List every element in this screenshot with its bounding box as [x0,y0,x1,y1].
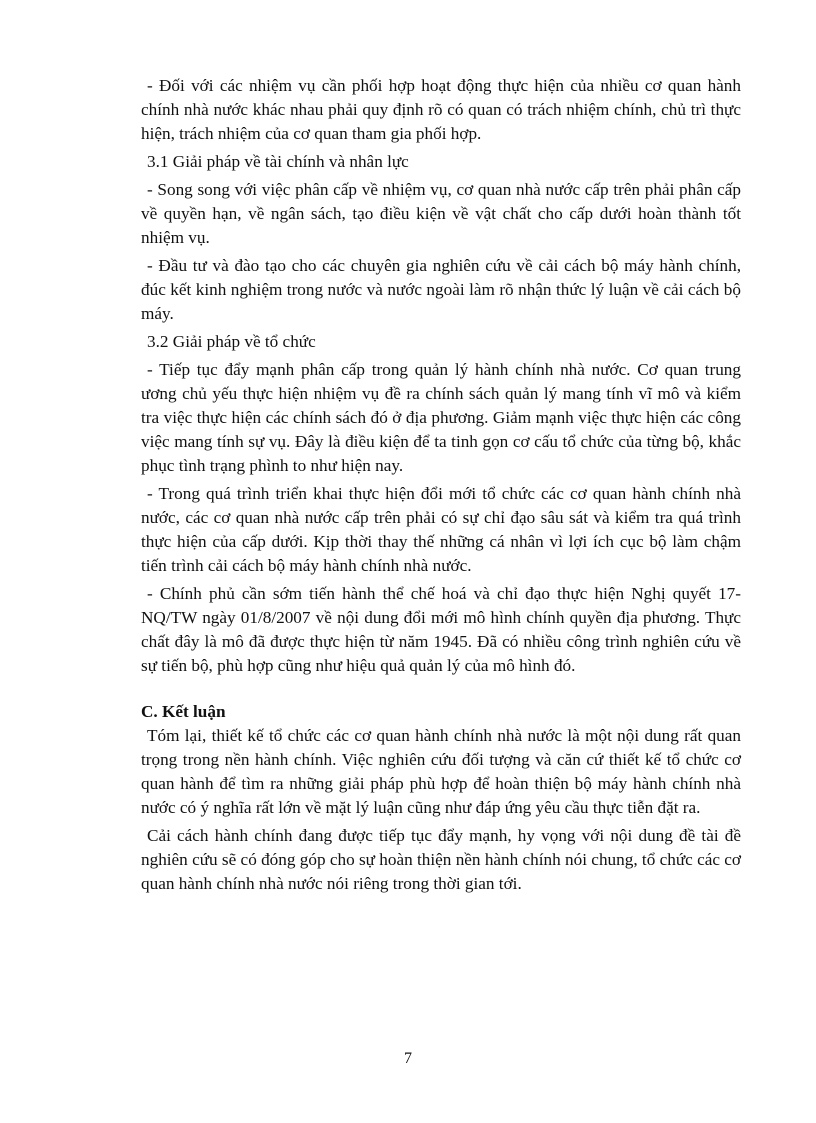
conclusion-paragraph-1: Tóm lại, thiết kế tổ chức các cơ quan hành chính nhà nước là một nội dung rất quan trọng trong nền hành chính. Việc nghiên cứu đối tượng và căn cứ thiết kế tổ chức cơ quan hành để tìm ra những giải pháp phù hợp để hoàn thiện bộ máy hành chính nhà nước có ý nghĩa rất lớn về mặt lý luận cũng như đáp ứng yêu cầu thực tiễn đặt ra. [141,726,741,817]
paragraph-decentralization: - Song song với việc phân cấp về nhiệm vụ, cơ quan nhà nước cấp trên phải phân cấp về quyền hạn, về ngân sách, tạo điều kiện về vật chất cho cấp dưới hoàn thành tốt nhiệm vụ. [141,180,741,247]
page-number: 7 [404,1050,412,1067]
paragraph-resolution-17: - Chính phủ cần sớm tiến hành thể chế hoá và chỉ đạo thực hiện Nghị quyết 17-NQ/TW ngày 01/8/2007 về nội dung đổi mới mô hình chính quyền địa phương. Thực chất đây là mô đã được thực hiện từ năm 1945. Đã có nhiều công trình nghiên cứu về sự tiến bộ, phù hợp cũng như hiệu quả quản lý của mô hình đó. [141,584,741,675]
conclusion-paragraph-2: Cải cách hành chính đang được tiếp tục đẩy mạnh, hy vọng với nội dung đề tài đề nghiên cứu sẽ có đóng góp cho sự hoàn thiện nền hành chính nói chung, tổ chức các cơ quan hành chính nhà nước nói riêng trong thời gian tới. [141,826,741,893]
conclusion-title: C. Kết luận [141,702,226,721]
document-page [141,74,741,896]
heading-organization: 3.2 Giải pháp về tổ chức [147,332,316,351]
paragraph-training-experts: - Đầu tư và đào tạo cho các chuyên gia nghiên cứu về cải cách bộ máy hành chính, đúc kết kinh nghiệm trong nước và nước ngoài làm rõ nhận thức lý luận về cải cách bộ máy. [141,256,741,323]
paragraph-coordination: - Đối với các nhiệm vụ cần phối hợp hoạt động thực hiện của nhiều cơ quan hành chính nhà nước khác nhau phải quy định rõ có quan có trách nhiệm chính, chủ trì thực hiện, trách nhiệm của cơ quan tham gia phối hợp. [141,76,741,143]
paragraph-push-decentralization: - Tiếp tục đẩy mạnh phân cấp trong quản lý hành chính nhà nước. Cơ quan trung ương chủ yếu thực hiện nhiệm vụ đề ra chính sách quản lý mang tính vĩ mô và kiểm tra việc thực hiện các chính sách đó ở địa phương. Giảm mạnh việc thực hiện các công việc mang tính sự vụ. Đây là điều kiện để ta tinh gọn cơ cấu tổ chức của từng bộ, khắc phục tình trạng phình to như hiện nay. [141,360,741,475]
paragraph-implementation-oversight: - Trong quá trình triển khai thực hiện đổi mới tổ chức các cơ quan hành chính nhà nước, các cơ quan nhà nước cấp trên phải có sự chỉ đạo sâu sát và kiểm tra quá trình thực hiện của cấp dưới. Kịp thời thay thế những cá nhân vì lợi ích cục bộ làm chậm tiến trình cải cách bộ máy hành chính nhà nước. [141,484,741,575]
heading-finance-personnel: 3.1 Giải pháp về tài chính và nhân lực [147,152,409,171]
